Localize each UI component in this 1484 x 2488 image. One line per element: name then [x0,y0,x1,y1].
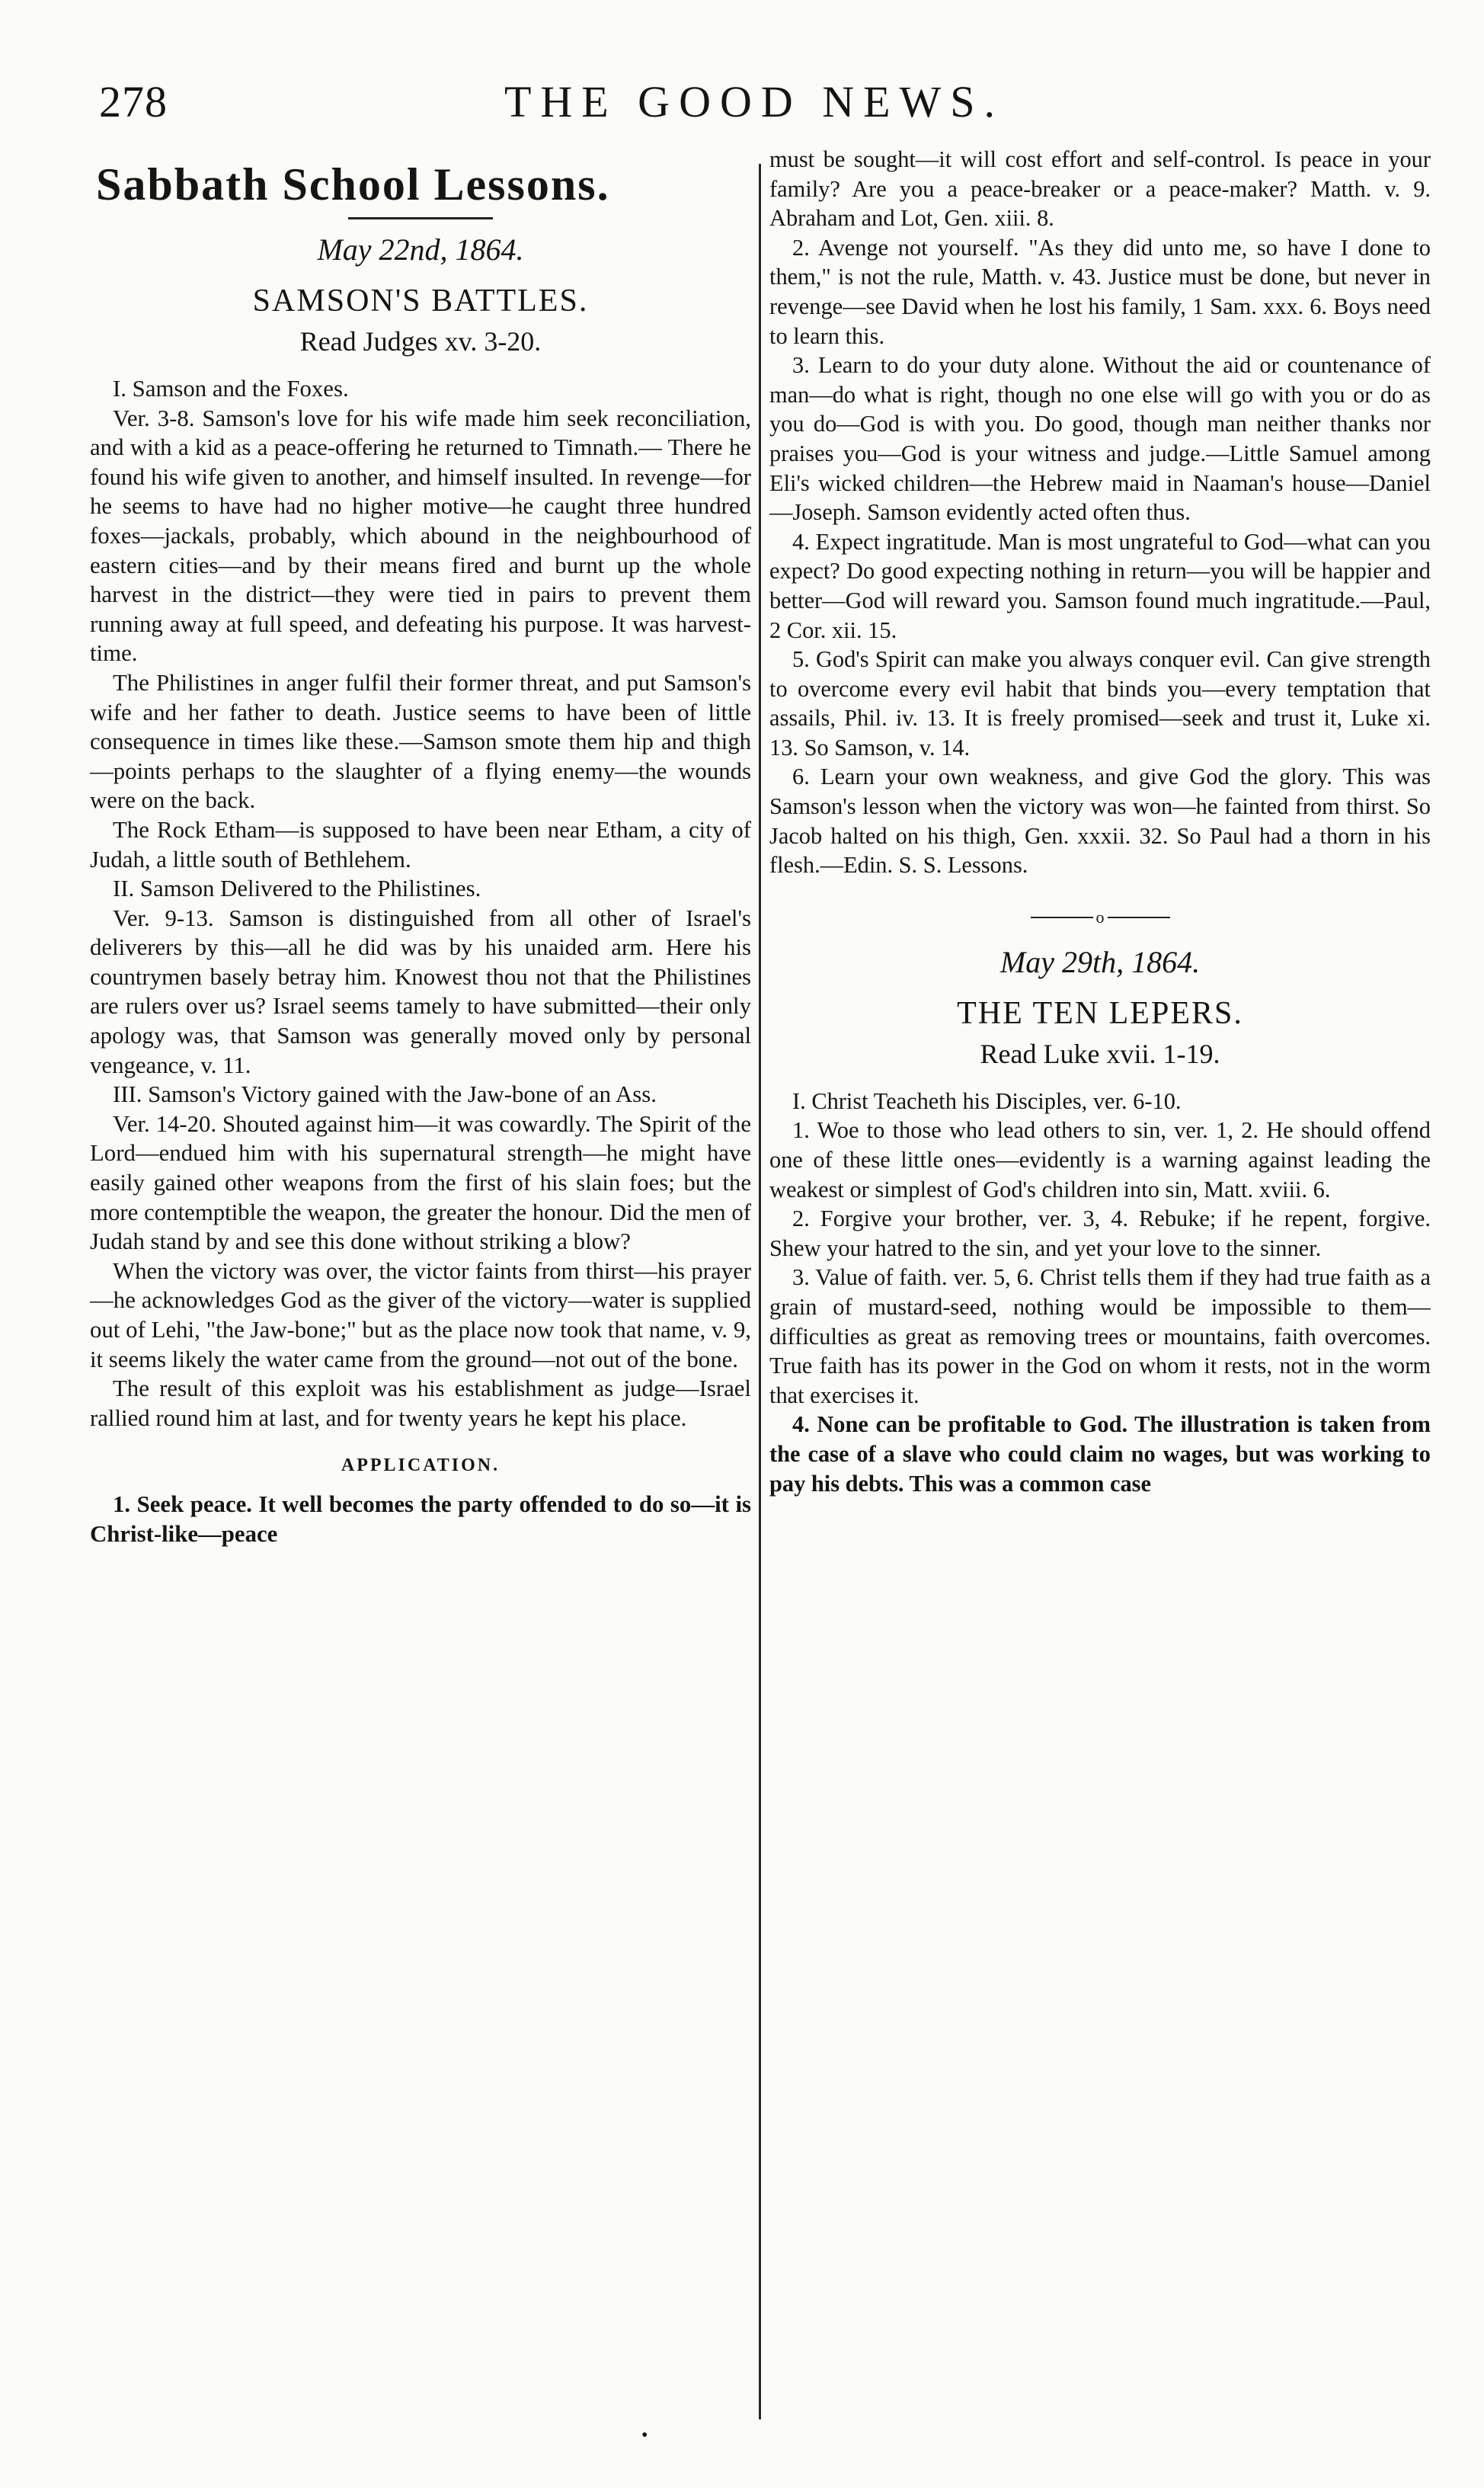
paragraph: When the victory was over, the victor faints from thirst—his prayer—he acknowledges God as the giver of the victory—water is supplied out of Lehi, "the Jaw-bone;" but as the place now took that name, v. 9, it seems likely the water came from the ground—not out of the bone. [90,1257,751,1372]
lesson-date: May 22nd, 1864. [317,232,524,267]
paragraph: Ver. 3-8. Samson's love for his wife made him seek reconciliation, and with a kid as a peace-offering he returned to Timnath.— There he found his wife given to another, and himself insulted. In revenge—for he seems to have had no higher motive—he caught three hundred foxes—jackals, probably, which abound in the neighbourhood of eastern cities—and by their means fired and burnt up the whole harvest in the district—they were tied in pairs to prevent them running away at full speed, and defeating his purpose. It was harvest-time. [90,405,751,667]
lesson-reading: Read Luke xvii. 1-19. [980,1038,1220,1069]
paragraph: must be sought—it will cost effort and self-control. Is peace in your family? Are you a peace-breaker or a peace-maker? Matth. v. 9. Abraham and Lot, Gen. xiii. 8. [769,146,1431,232]
paragraph: The result of this exploit was his establishment as judge—Israel rallied round him at last, and for twenty years he kept his place. [90,1375,751,1431]
paragraph: 3. Learn to do your duty alone. Without the aid or countenance of man—do what is right, though no one else will go with you or do as you do—God is with you. Do good, though man neither thanks nor praises you—God is your witness and judge.—Little Samuel among Eli's wicked children—the Hebrew maid in Naaman's house—Daniel—Joseph. Samson evidently acted often thus. [769,352,1431,526]
paragraph: 1. Seek peace. It well becomes the party offended to do so—it is Christ-like—peace [90,1491,751,1547]
paragraph: The Philistines in anger fulfil their former threat, and put Samson's wife and her father to death. Justice seems to have been of little consequence in times like these.—Samson smote them hip and thigh—points perhaps to the slaughter of a flying enemy—the wounds were on the back. [90,669,751,814]
paragraph: 6. Learn your own weakness, and give God the glory. This was Samson's lesson when the victory was won—he fainted from thirst. So Jacob halted on his thigh, Gen. xxxii. 32. So Paul had a thorn in his flesh.—Edin. S. S. Lessons. [769,764,1431,879]
right-column [769,145,1431,2389]
heading-rule [348,217,493,219]
lesson-date: May 29th, 1864. [999,944,1201,979]
divider-line [1031,917,1093,918]
paragraph: I. Christ Teacheth his Disciples, ver. 6-10. [792,1087,1182,1114]
paragraph: Ver. 14-20. Shouted against him—it was cowardly. The Spirit of the Lord—endued him with his supernatural strength—he might have easily gained other weapons from the first of his slain foes; but the more contemptible the weapon, the greater the honour. Did the men of Judah stand by and see this done without striking a blow? [90,1110,751,1255]
paragraph: 2. Forgive your brother, ver. 3, 4. Rebuke; if he repent, forgive. Shew your hatred to the sin, and yet your love to the sinner. [769,1206,1431,1261]
paragraph: III. Samson's Victory gained with the Jaw-bone of an Ass. [113,1081,657,1108]
paragraph: 5. God's Spirit can make you always conquer evil. Can give strength to overcome every evil habit that binds you—every temptation that assails, Phil. iv. 13. It is freely promised—seek and trust it, Luke xi. 13. So Samson, v. 14. [769,646,1431,760]
page-number: 278 [99,77,168,126]
paragraph: II. Samson Delivered to the Philistines. [113,876,481,902]
paragraph: 1. Woe to those who lead others to sin, ver. 1, 2. He should offend one of these little ones—evidently is a warning against leading the weakest or simplest of God's children into sin, Matt. xviii. 6. [769,1117,1431,1202]
lesson-title: THE TEN LEPERS. [957,995,1243,1031]
footer-mark: • [641,2426,648,2445]
divider-line [1108,917,1170,918]
page-header [99,76,1409,137]
lesson-title: SAMSON'S BATTLES. [252,283,589,319]
paragraph: 4. Expect ingratitude. Man is most ungrateful to God—what can you expect? Do good expecting nothing in return—you will be happier and better—God will reward you. Samson found much ingratitude.—Paul, 2 Cor. xii. 15. [769,528,1431,643]
divider-mark: o [1095,907,1105,927]
paragraph: 3. Value of faith. ver. 5, 6. Christ tells them if they had true faith as a grain of mustard-seed, nothing would be impossible to them—difficulties as great as removing trees or mountains, faith overcomes. True faith has its power in the God on whom it rests, not in the worm that exercises it. [769,1264,1431,1408]
application-heading: APPLICATION. [341,1455,501,1476]
paragraph: I. Samson and the Foxes. [113,376,349,402]
paragraph: Ver. 9-13. Samson is distinguished from all other of Israel's deliverers by this—all he did was by his unaided arm. Here his countrymen basely betray him. Knowest thou not that the Philistines are rulers over us? Israel seems tamely to have submitted—their only apology was, that Samson was generally moved only by personal vengeance, v. 11. [90,905,751,1078]
section-heading: Sabbath School Lessons. [96,159,610,210]
paragraph: The Rock Etham—is supposed to have been near Etham, a city of Judah, a little south of Bethlehem. [90,816,751,873]
running-title: THE GOOD NEWS. [504,77,1005,126]
section-divider [769,908,1431,927]
left-column [90,145,751,2389]
paragraph: 4. None can be profitable to God. The illustration is taken from the case of a slave who could claim no wages, but was working to pay his debts. This was a common case [769,1411,1431,1497]
lesson-reading: Read Judges xv. 3-20. [299,326,542,357]
paragraph: 2. Avenge not yourself. "As they did unto me, so have I done to them," is not the rule, Matth. v. 43. Justice must be done, but never in revenge—see David when he lost his family, 1 Sam. xxx. 6. Boys need to learn this. [769,234,1431,349]
column-divider [759,164,761,2419]
